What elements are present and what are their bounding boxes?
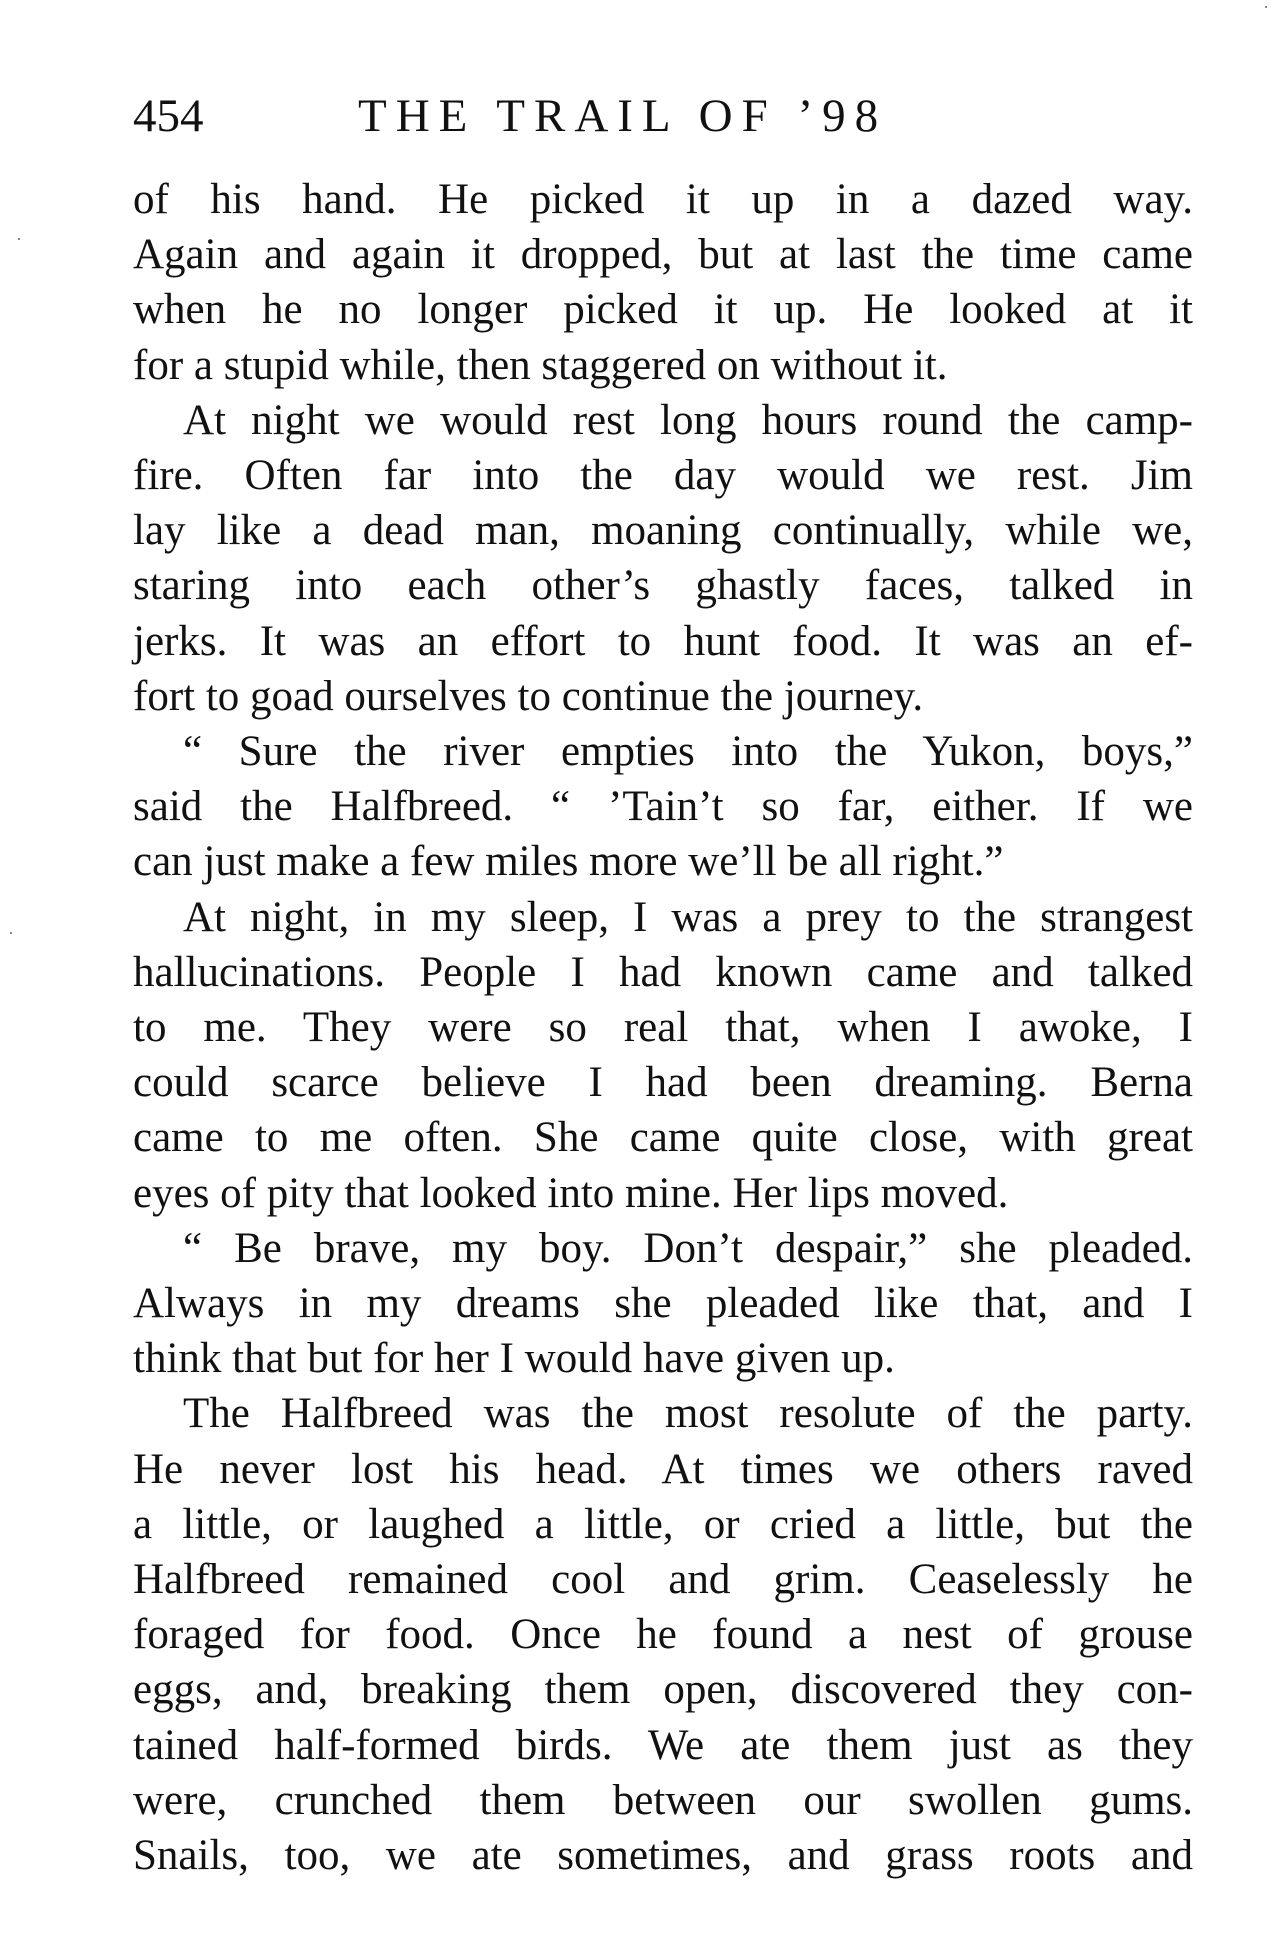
text-line: were, crunched them between our swollen gums. — [133, 1776, 1193, 1824]
text-line: tained half-formed birds. We ate them just as they — [133, 1721, 1193, 1769]
text-line: eggs, and, breaking them open, discovered they con- — [133, 1666, 1193, 1714]
text-line: to me. They were so real that, when I awoke, I — [133, 1004, 1193, 1052]
text-line: said the Halfbreed. “ ’Tain’t so far, either. If we — [133, 783, 1193, 831]
text-line: think that but for her I would have given up. — [133, 1335, 895, 1383]
scan-speck — [10, 932, 12, 934]
text-line: fire. Often far into the day would we rest. Jim — [133, 452, 1193, 500]
paragraph — [133, 172, 1193, 393]
text-line: could scarce believe I had been dreaming. Berna — [133, 1059, 1193, 1107]
text-line: The Halfbreed was the most resolute of the party. — [183, 1390, 1193, 1438]
paragraph — [133, 1221, 1193, 1387]
text-line: hallucinations. People I had known came and talked — [133, 948, 1193, 996]
text-line: “ Be brave, my boy. Don’t despair,” she pleaded. — [183, 1224, 1193, 1272]
text-line: staring into each other’s ghastly faces, talked in — [133, 562, 1193, 610]
text-line: a little, or laughed a little, or cried a little, but the — [133, 1500, 1193, 1548]
page-number: 454 — [133, 90, 204, 142]
text-line: “ Sure the river empties into the Yukon, boys,” — [183, 728, 1193, 776]
scan-speck — [18, 238, 20, 240]
text-line: came to me often. She came quite close, with great — [133, 1114, 1193, 1162]
text-line: of his hand. He picked it up in a dazed way. — [133, 176, 1193, 223]
paragraph — [133, 724, 1193, 890]
text-line: Halfbreed remained cool and grim. Ceaselessly he — [133, 1556, 1193, 1604]
paragraph — [133, 890, 1193, 1221]
text-line: fort to goad ourselves to continue the journey. — [133, 672, 924, 720]
running-title: THE TRAIL OF ’98 — [358, 90, 888, 142]
text-line: for a stupid while, then staggered on without it. — [133, 341, 948, 389]
text-line: when he no longer picked it up. He looked at it — [133, 286, 1193, 334]
text-line: jerks. It was an effort to hunt food. It was an ef- — [133, 617, 1193, 665]
text-line: Always in my dreams she pleaded like that, and I — [133, 1280, 1193, 1328]
paragraph — [133, 1386, 1193, 1883]
running-head — [133, 86, 1193, 146]
text-line: Snails, too, we ate sometimes, and grass roots and — [133, 1832, 1193, 1880]
text-line: He never lost his head. At times we others raved — [133, 1445, 1193, 1493]
text-line: can just make a few miles more we’ll be all right.” — [133, 838, 1004, 886]
body-text — [133, 172, 1193, 1883]
text-line: foraged for food. Once he found a nest of grouse — [133, 1611, 1193, 1659]
text-line: At night, in my sleep, I was a prey to the strangest — [183, 893, 1193, 941]
scan-speck — [1265, 6, 1267, 8]
paragraph — [133, 393, 1193, 724]
text-line: At night we would rest long hours round the camp- — [183, 396, 1193, 444]
text-line: Again and again it dropped, but at last the time came — [133, 231, 1193, 279]
text-line: eyes of pity that looked into mine. Her lips moved. — [133, 1169, 1009, 1217]
text-line: lay like a dead man, moaning continually, while we, — [133, 507, 1193, 555]
